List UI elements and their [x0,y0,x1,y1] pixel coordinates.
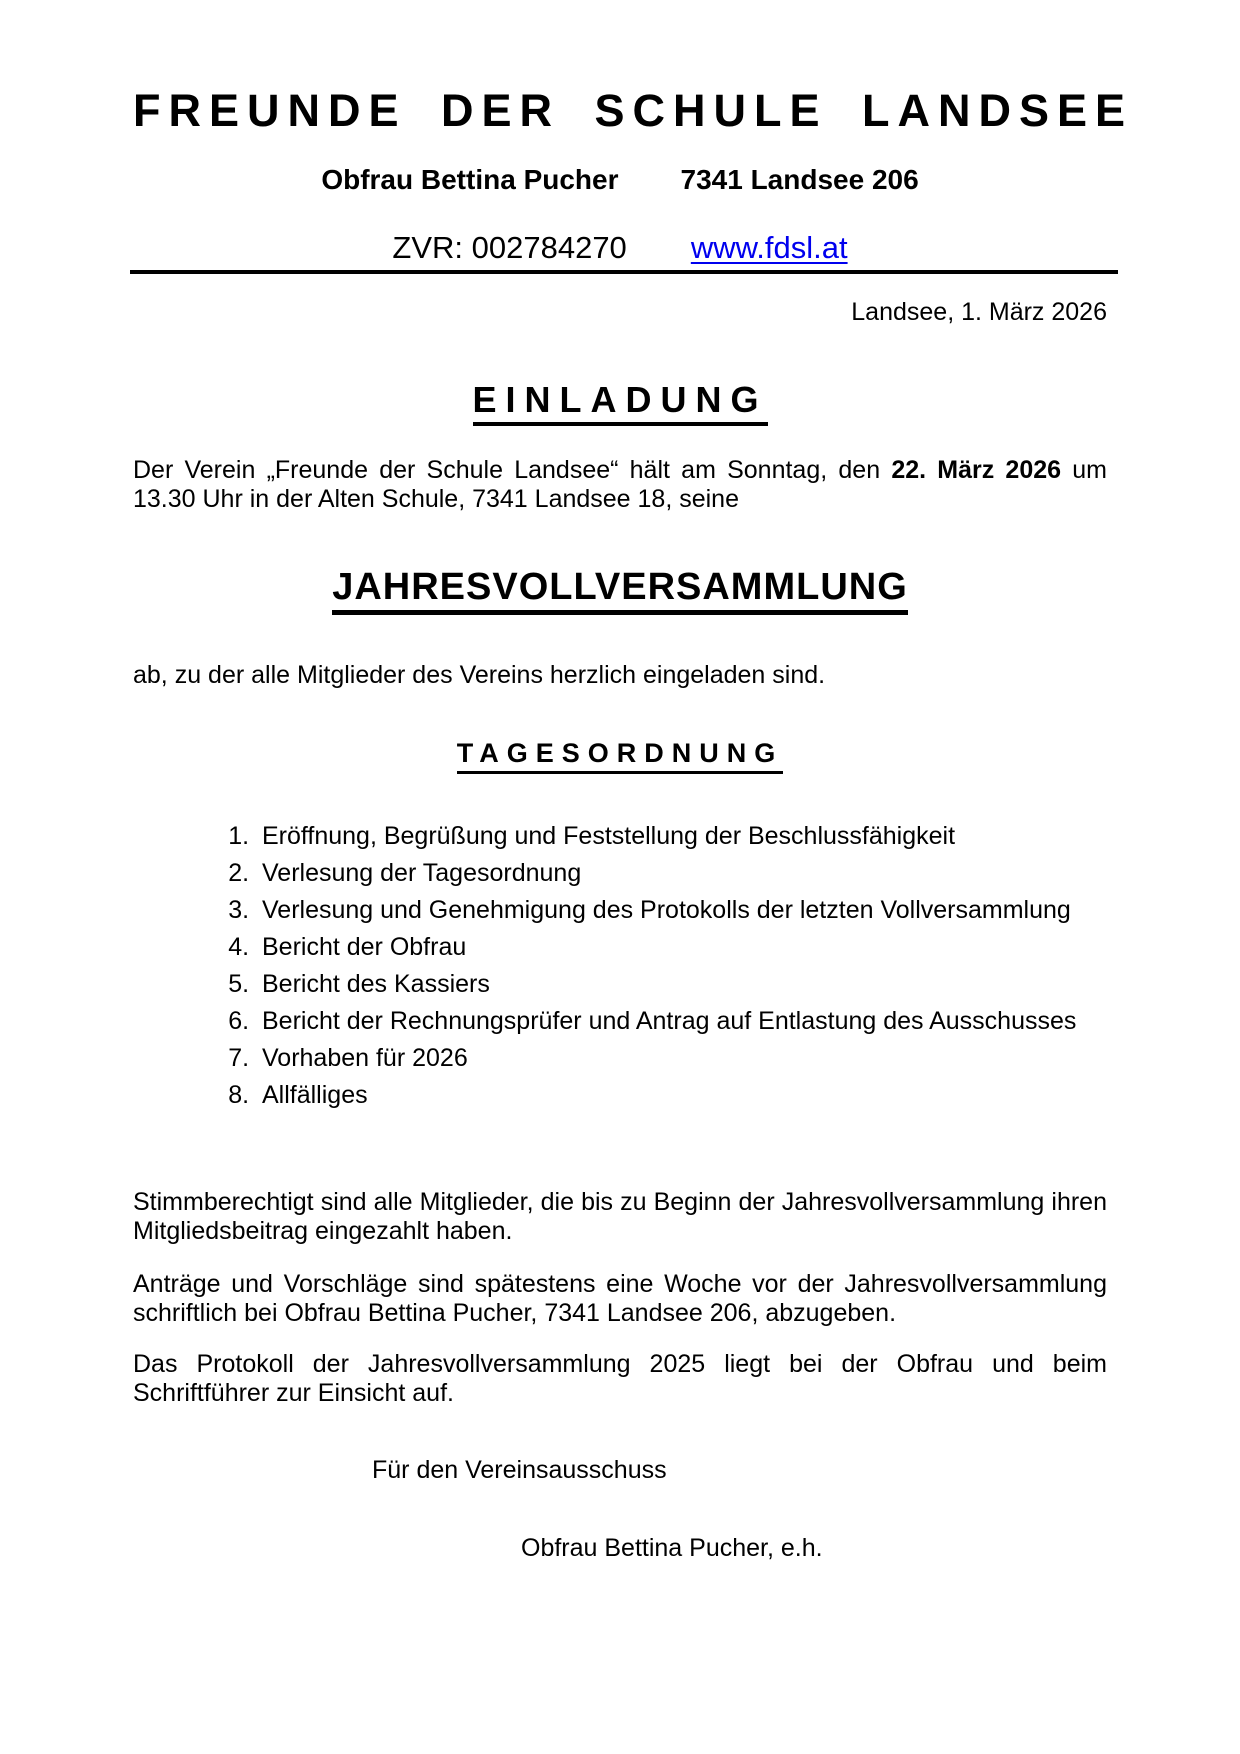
welcome-paragraph: ab, zu der alle Mitglieder des Vereins herzlich eingeladen sind. [133,660,826,689]
motions-paragraph: Anträge und Vorschläge sind spätestens eine Woche vor der Jahresvollversammlung schriftlich bei Obfrau Bettina Pucher, 7341 Landsee 206, abzugeben. [133,1269,1107,1327]
agenda-heading [133,738,1107,774]
voting-rights-paragraph: Stimmberechtigt sind alle Mitglieder, die bis zu Beginn der Jahresvollversammlung ihren Mitgliedsbeitrag eingezahlt haben. [133,1187,1107,1245]
agenda-heading-text: TAGESORDNUNG [457,740,784,774]
letterhead [133,85,1134,274]
agenda-item: 7. Vorhaben für 2026 [256,1044,1107,1073]
agenda-item: 8. Allfälliges [256,1081,1107,1110]
letterhead-divider [130,270,1118,274]
protocol-paragraph: Das Protokoll der Jahresvollversammlung 2025 liegt bei der Obfrau und beim Schriftführer zur Einsicht auf. [133,1349,1107,1407]
signature-line: Obfrau Bettina Pucher, e.h. [521,1533,823,1562]
zvr-number: ZVR: 002784270 [392,229,627,265]
committee-line: Für den Vereinsausschuss [372,1455,667,1484]
agenda-item: 3. Verlesung und Genehmigung des Protokolls der letzten Vollversammlung [256,896,1107,925]
intro-text-before: Der Verein „Freunde der Schule Landsee“ hält am Sonntag, den [133,455,892,484]
letterhead-contact-row [133,163,1107,197]
agenda-item: 4. Bericht der Obfrau [256,933,1107,962]
agenda-item: 5. Bericht des Kassiers [256,970,1107,999]
agenda-item: 2. Verlesung der Tagesordnung [256,859,1107,888]
website-link[interactable]: www.fdsl.at [690,229,848,265]
assembly-heading [133,566,1107,615]
intro-paragraph [133,456,1107,514]
invitation-heading-text: EINLADUNG [473,382,768,426]
letterhead-registry-row [133,229,1107,266]
dateline: Landsee, 1. März 2026 [851,297,1107,326]
meeting-date: 22. März 2026 [891,455,1062,484]
assembly-heading-text: JAHRESVOLLVERSAMMLUNG [332,568,908,615]
intro-text-after: um 13.30 Uhr in der Alten Schule, 7341 Landsee 18, seine [133,455,1107,513]
chairwoman-name: Obfrau Bettina Pucher [321,164,619,195]
organization-title: FREUNDE DER SCHULE LANDSEE [133,85,1134,136]
agenda-item: 6. Bericht der Rechnungsprüfer und Antrag auf Entlastung des Ausschusses [256,1007,1107,1036]
agenda-list [133,822,1107,1110]
organization-address: 7341 Landsee 206 [680,164,919,195]
invitation-heading [133,379,1107,426]
agenda-item: 1. Eröffnung, Begrüßung und Feststellung der Beschlussfähigkeit [256,822,1107,851]
